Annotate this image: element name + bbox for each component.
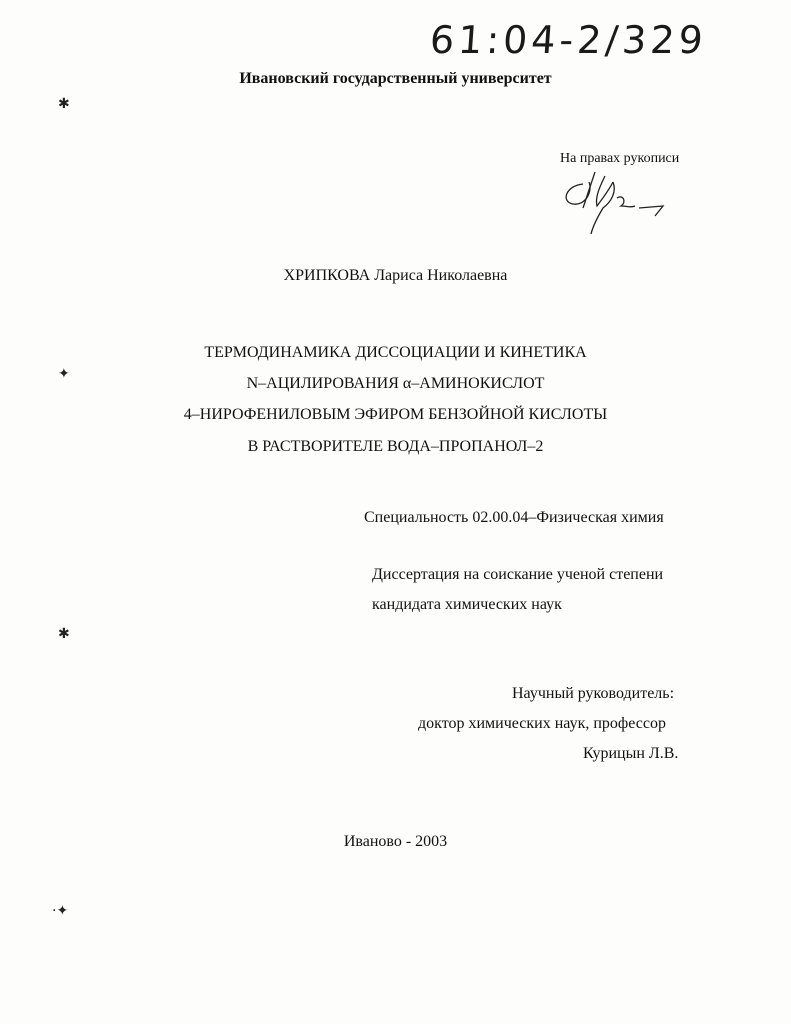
supervisor-degree: доктор химических наук, профессор xyxy=(418,715,666,732)
title-line-4: В РАСТВОРИТЕЛЕ ВОДА–ПРОПАНОЛ–2 xyxy=(247,438,544,455)
title-line-2: N–АЦИЛИРОВАНИЯ α–АМИНОКИСЛОТ xyxy=(246,375,545,392)
supervisor-name: Курицын Л.В. xyxy=(583,745,679,762)
handwritten-archive-code: 61:04-2/329 xyxy=(428,18,709,62)
rights-note: На правах рукописи xyxy=(560,151,680,166)
margin-mark-icon: ·✦ xyxy=(52,903,69,919)
margin-mark-icon: ✱ xyxy=(58,96,70,112)
title-line-1: ТЕРМОДИНАМИКА ДИССОЦИАЦИИ И КИНЕТИКА xyxy=(204,344,587,361)
university-name: Ивановский государственный университет xyxy=(239,70,552,87)
signature-icon xyxy=(555,168,675,238)
specialty: Специальность 02.00.04–Физическая химия xyxy=(364,509,664,526)
city-year: Иваново - 2003 xyxy=(343,833,448,850)
author-name: ХРИПКОВА Лариса Николаевна xyxy=(283,267,508,284)
supervisor-label: Научный руководитель: xyxy=(512,685,675,702)
dissertation-line-1: Диссертация на соискание ученой степени xyxy=(372,566,664,583)
title-line-3: 4–НИРОФЕНИЛОВЫМ ЭФИРОМ БЕНЗОЙНОЙ КИСЛОТЫ xyxy=(183,406,608,423)
margin-mark-icon: ✱ xyxy=(58,626,70,642)
margin-mark-icon: ✦ xyxy=(58,366,70,382)
dissertation-line-2: кандидата химических наук xyxy=(372,596,562,613)
